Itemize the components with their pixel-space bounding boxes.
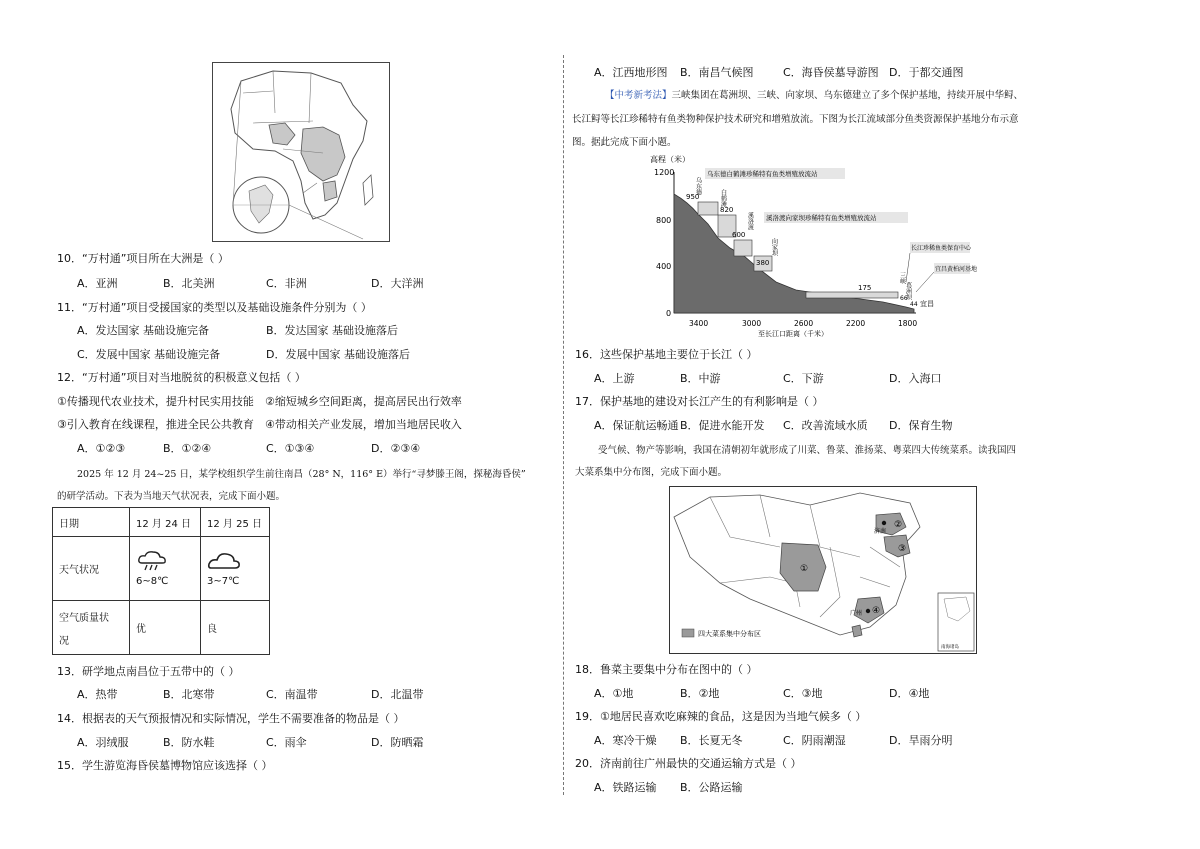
profile-xlabel: 至长江口距离（千米） [758, 330, 828, 338]
q15-option-c[interactable]: C．海昏侯墓导游图 [783, 66, 879, 79]
intro-line-2: 的研学活动。下表为当地天气状况表，完成下面小题。 [57, 491, 286, 502]
q16-option-c[interactable]: C．下游 [783, 372, 824, 385]
q14-option-b[interactable]: B．防水鞋 [163, 736, 215, 749]
xtick-3000: 3000 [742, 319, 762, 328]
q19-option-d[interactable]: D．旱雨分明 [889, 734, 953, 747]
passage-1-text-a: 三峡集团在葛洲坝、三峡、向家坝、乌东德建立了多个保护基地，持续开展中华鲟、 [671, 90, 1024, 101]
passage-1-line-3: 图。据此完成下面小题。 [572, 137, 677, 148]
q11-option-b[interactable]: B．发达国家 基础设施落后 [266, 324, 399, 337]
question-16: 16．这些保护基地主要位于长江（ ） [575, 348, 758, 361]
table-header-air-line2: 况 [59, 635, 69, 647]
city-guangzhou: 广州 [850, 610, 863, 617]
q12-option-b[interactable]: B．①②④ [163, 442, 212, 455]
cuisine-map-figure [669, 486, 977, 654]
legend-swatch [682, 629, 694, 637]
elevation-profile-svg [648, 152, 978, 338]
dam-wudongde: 乌东德 [694, 177, 702, 195]
ytick-400: 400 [656, 262, 672, 271]
dam-xiangjiaba: 向家坝 [770, 238, 778, 256]
dam-gezhouba: 葛洲坝 [904, 282, 912, 300]
africa-map-figure [212, 62, 390, 242]
mark-2: ② [894, 520, 903, 530]
passage-2-line-2: 大菜系集中分布图，完成下面小题。 [575, 467, 728, 478]
table-date-2: 12 月 25 日 [201, 508, 270, 537]
level-950: 950 [686, 193, 700, 201]
xtick-2600: 2600 [794, 319, 814, 328]
q15-option-b[interactable]: B．南昌气候图 [680, 66, 754, 79]
level-600: 600 [732, 231, 746, 239]
q12-option-a[interactable]: A．①②③ [77, 442, 126, 455]
question-17: 17．保护基地的建设对长江产生的有利影响是（ ） [575, 395, 824, 408]
elevation-profile-figure [648, 152, 978, 338]
question-15: 15．学生游览海昏侯墓博物馆应该选择（ ） [57, 759, 273, 772]
q13-option-c[interactable]: C．南温带 [266, 688, 318, 701]
q11-option-c[interactable]: C．发展中国家 基础设施完备 [77, 348, 221, 361]
q17-option-a[interactable]: A．保证航运畅通 [594, 419, 679, 432]
question-13: 13．研学地点南昌位于五带中的（ ） [57, 665, 240, 678]
q12-item-4: ④带动相关产业发展，增加当地居民收入 [265, 418, 462, 431]
q12-option-d[interactable]: D．②③④ [371, 442, 421, 455]
q18-option-d[interactable]: D．④地 [889, 687, 930, 700]
level-380: 380 [756, 259, 770, 267]
table-date-1: 12 月 24 日 [130, 508, 201, 537]
q17-option-c[interactable]: C．改善流域水质 [783, 419, 868, 432]
africa-map-svg [213, 63, 389, 241]
passage-1-line-2: 长江鲟等长江珍稀特有鱼类物种保护技术研究和增殖放流。下图为长江流域部分鱼类资源保护基地分布示意 [572, 114, 1019, 125]
passage-2-line-1: 受气候、物产等影响，我国在清朝初年就形成了川菜、鲁菜、淮扬菜、粤菜四大传统菜系。读我国四 [598, 445, 1017, 456]
q19-option-c[interactable]: C．阴雨潮湿 [783, 734, 846, 747]
dam-baihetan: 白鹤滩 [719, 189, 727, 207]
dam-sanxia: 三峡 [898, 272, 906, 284]
table-weather-2 [201, 537, 270, 601]
station-label-2: 溪洛渡向家坝珍稀特有鱼类增殖放流站 [766, 214, 877, 222]
reservoir-sanxia [806, 292, 898, 298]
weather-table [52, 507, 270, 655]
q14-option-c[interactable]: C．雨伞 [266, 736, 307, 749]
q14-option-d[interactable]: D．防晒霜 [371, 736, 424, 749]
mark-1: ① [800, 564, 809, 574]
q12-item-1: ①传播现代农业技术，提升村民实用技能 [57, 395, 254, 408]
q10-option-a[interactable]: A．亚洲 [77, 277, 118, 290]
table-temp-2: 3~7℃ [207, 576, 240, 587]
q16-option-a[interactable]: A．上游 [594, 372, 635, 385]
intro-line-1: 2025 年 12 月 24~25 日，某学校组织学生前往南昌（28° N，116° E）举行“寻梦滕王阁，探秘海昏侯” [77, 469, 526, 480]
table-header-air-line1: 空气质量状 [59, 612, 109, 624]
ytick-0: 0 [666, 309, 672, 318]
exam-tag: 【中考新考法】 [605, 90, 672, 101]
question-14: 14．根据表的天气预报情况和实际情况，学生不需要准备的物品是（ ） [57, 712, 405, 725]
reservoir-xiluodu [734, 240, 752, 256]
dam-xiluodu: 溪洛渡 [746, 212, 754, 230]
q16-option-b[interactable]: B．中游 [680, 372, 721, 385]
question-10: 10．“万村通”项目所在大洲是（ ） [57, 252, 229, 265]
question-18: 18．鲁菜主要集中分布在图中的（ ） [575, 663, 758, 676]
city-yichang: 宜昌 [920, 300, 934, 308]
mark-4: ④ [872, 606, 881, 616]
table-temp-1: 6~8℃ [136, 576, 169, 587]
column-divider [563, 55, 564, 795]
q13-option-a[interactable]: A．热带 [77, 688, 118, 701]
q15-option-a[interactable]: A．江西地形图 [594, 66, 668, 79]
q10-option-c[interactable]: C．非洲 [266, 277, 307, 290]
level-66: 66 [900, 295, 908, 302]
table-header-date: 日期 [53, 508, 130, 537]
table-weather-1 [130, 537, 201, 601]
q19-option-a[interactable]: A．寒冷干燥 [594, 734, 657, 747]
ytick-1200: 1200 [654, 168, 675, 177]
legend-label: 四大菜系集中分布区 [698, 630, 761, 638]
station-label-4: 宜昌黄柏河基地 [935, 266, 978, 273]
q12-option-c[interactable]: C．①③④ [266, 442, 315, 455]
level-175: 175 [858, 284, 872, 292]
table-air-1: 优 [130, 601, 201, 655]
q16-option-d[interactable]: D．入海口 [889, 372, 942, 385]
city-jinan: 济南 [874, 528, 887, 535]
reservoir-wudongde [698, 202, 718, 215]
xtick-2200: 2200 [846, 319, 866, 328]
q18-option-a[interactable]: A．①地 [594, 687, 634, 700]
q15-option-d[interactable]: D．于都交通图 [889, 66, 964, 79]
q20-option-b[interactable]: B．公路运输 [680, 781, 743, 794]
q20-option-a[interactable]: A．铁路运输 [594, 781, 657, 794]
station-label-1: 乌东德白鹤滩珍稀特有鱼类增殖放流站 [707, 170, 818, 178]
table-header-air [53, 601, 130, 655]
q18-option-b[interactable]: B．②地 [680, 687, 720, 700]
table-air-2: 良 [201, 601, 270, 655]
q18-option-c[interactable]: C．③地 [783, 687, 823, 700]
q12-item-3: ③引入教育在线课程，推进全民公共教育 [57, 418, 254, 431]
question-20: 20．济南前往广州最快的交通运输方式是（ ） [575, 757, 802, 770]
q13-option-d[interactable]: D．北温带 [371, 688, 424, 701]
q12-item-2: ②缩短城乡空间距离，提高居民出行效率 [265, 395, 462, 408]
mark-3: ③ [898, 544, 907, 554]
xtick-1800: 1800 [898, 319, 918, 328]
q17-option-d[interactable]: D．保育生物 [889, 419, 953, 432]
station-label-3: 长江珍稀鱼类保育中心 [911, 245, 972, 252]
cuisine-map-svg [670, 487, 976, 653]
question-11: 11．“万村通”项目受援国家的类型以及基础设施条件分别为（ ） [57, 301, 372, 314]
q13-option-b[interactable]: B．北寒带 [163, 688, 215, 701]
inset-label: 南海诸岛 [941, 645, 959, 650]
question-12: 12．“万村通”项目对当地脱贫的积极意义包括（ ） [57, 371, 306, 384]
profile-ylabel: 高程（米） [650, 155, 690, 164]
table-header-weather: 天气状况 [53, 537, 130, 601]
passage-1-line-1 [605, 87, 1023, 101]
level-44: 44 [910, 301, 918, 308]
q10-option-d[interactable]: D．大洋洲 [371, 277, 424, 290]
q14-option-a[interactable]: A．羽绒服 [77, 736, 129, 749]
q17-option-b[interactable]: B．促进水能开发 [680, 419, 765, 432]
rain-cloud-icon [136, 550, 170, 572]
cloudy-icon [207, 550, 241, 572]
level-820: 820 [720, 206, 734, 214]
ytick-800: 800 [656, 216, 672, 225]
q11-option-a[interactable]: A．发达国家 基础设施完备 [77, 324, 210, 337]
xtick-3400: 3400 [689, 319, 709, 328]
q10-option-b[interactable]: B．北美洲 [163, 277, 215, 290]
q11-option-d[interactable]: D．发展中国家 基础设施落后 [266, 348, 410, 361]
question-19: 19．①地居民喜欢吃麻辣的食品，这是因为当地气候多（ ） [575, 710, 867, 723]
q19-option-b[interactable]: B．长夏无冬 [680, 734, 743, 747]
